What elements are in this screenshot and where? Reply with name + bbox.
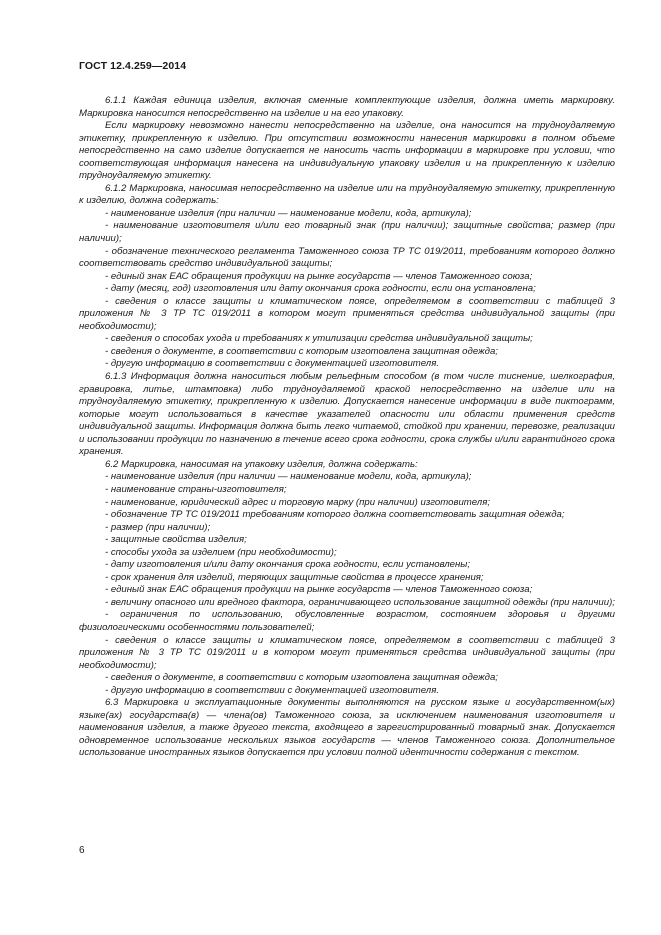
list-item: - другую информацию в соответствии с документацией изготовителя. <box>105 358 439 370</box>
list-item: - защитные свойства изделия; <box>105 534 247 546</box>
list-item: - единый знак ЕАС обращения продукции на рынке государств — членов Таможенного союза; <box>105 270 533 282</box>
paragraph: 6.1.1 Каждая единица изделия, включая сменные комплектующие изделия, должна иметь маркировку. Маркировка наносится непосредственно на изделие и на его упаковку. <box>79 95 615 119</box>
page-number: 6 <box>79 845 85 856</box>
list-item: - сведения о классе защиты и климатическом поясе, определяемом в соответствии с таблицей 3 приложения № 3 ТР ТС 019/2011 в котором могут применяться средства индивидуальной защиты (при необходимости); <box>79 295 615 332</box>
list-item: - наименование изделия (при наличии — наименование модели, кода, артикула); <box>105 207 472 219</box>
list-item: - наименование страны-изготовителя; <box>105 483 287 495</box>
list-item: - дату изготовления и/или дату окончания срока годности, если установлены; <box>105 559 471 571</box>
list-item: - сведения о документе, в соответствии с которым изготовлена защитная одежда; <box>105 345 498 357</box>
list-item: - дату (месяц, год) изготовления или дату окончания срока годности, если она установлена; <box>105 283 536 295</box>
list-item: - единый знак ЕАС обращения продукции на рынке государств — членов Таможенного союза; <box>105 584 533 596</box>
paragraph: 6.2 Маркировка, наносимая на упаковку изделия, должна содержать: <box>105 458 418 470</box>
list-item: - другую информацию в соответствии с документацией изготовителя. <box>105 684 439 696</box>
list-item: - наименование, юридический адрес и торговую марку (при наличии) изготовителя; <box>105 496 491 508</box>
list-item: - обозначение технического регламента Таможенного союза ТР ТС 019/2011, требованиям которого должно соответствовать средство индивидуальной защиты; <box>79 245 615 270</box>
list-item: - сведения о классе защиты и климатическом поясе, определяемом в соответствии с таблицей 3 приложения № 3 ТР ТС 019/2011 и в котором могут применяться средства индивидуальной защиты (при необходимости); <box>79 634 615 671</box>
paragraph: 6.1.2 Маркировка, наносимая непосредственно на изделие или на трудноудаляемую этикетку, прикрепленную к изделию, должна содержать: <box>79 182 615 207</box>
list-item: - способы ухода за изделием (при необходимости); <box>105 546 337 558</box>
list-item: - обозначение ТР ТС 019/2011 требованиям которого должна соответствовать защитная одежда; <box>105 509 565 521</box>
document-body <box>79 95 615 760</box>
list-item: - размер (при наличии); <box>105 521 211 533</box>
paragraph: 6.3 Маркировка и эксплуатационные документы выполняются на русском языке и государственном(ых) языке(ах) государства(в) — члена(ов) Таможенного союза, за исключением наименования изготовителя и наименования изделия, а также другого текста, входящего в зарегистрированный товарный знак. Допускается одновременное использование нескольких языков государств — членов Таможенного союза. Дополнительное использование иностранных языков допускается при условии полной идентичности содержания с текстом. <box>79 697 615 759</box>
list-item: - сведения о документе, в соответствии с которым изготовлена защитная одежда; <box>105 672 498 684</box>
list-item: - величину опасного или вредного фактора, ограничивающего использование защитной одежды (при наличии); <box>105 596 615 608</box>
document-header: ГОСТ 12.4.259—2014 <box>79 60 187 72</box>
paragraph: 6.1.3 Информация должна наноситься любым рельефным способом (в том числе тиснение, шелкография, гравировка, литье, штамповка) либо трудноудаляемой краской непосредственно на изделие или на трудноудаляемую этикетку, прикрепленную к изделию. Допускается нанесение информации в виде пиктограмм, которые могут использоваться в качестве указателей опасности или области применения средств индивидуальной защиты. Информация должна быть легко читаемой, стойкой при хранении, перевозке, реализации и использовании продукции по назначению в течение всего срока годности, срока службы и/или гарантийного срока хранения. <box>79 371 615 458</box>
paragraph: Если маркировку невозможно нанести непосредственно на изделие, она наносится на трудноудаляемую этикетку, прикрепленную к изделию. При отсутствии возможности нанесения маркировки в полном объеме непосредственно на само изделие допускается не наносить часть информации в маркировке при условии, что соответствующая информация нанесена на индивидуальную упаковку изделия и на прикрепленную к изделию трудноудаляемую этикетку. <box>79 120 615 182</box>
list-item: - срок хранения для изделий, теряющих защитные свойства в процессе хранения; <box>105 571 484 583</box>
list-item: - наименование изготовителя и/или его товарный знак (при наличии); защитные свойства; размер (при наличии); <box>79 220 615 245</box>
list-item: - ограничения по использованию, обусловленные возрастом, состоянием здоровья и другими физиологическими особенностями пользователей; <box>79 609 615 633</box>
list-item: - сведения о способах ухода и требованиях к утилизации средства индивидуальной защиты; <box>105 333 533 345</box>
list-item: - наименование изделия (при наличии — наименование модели, кода, артикула); <box>105 471 472 483</box>
